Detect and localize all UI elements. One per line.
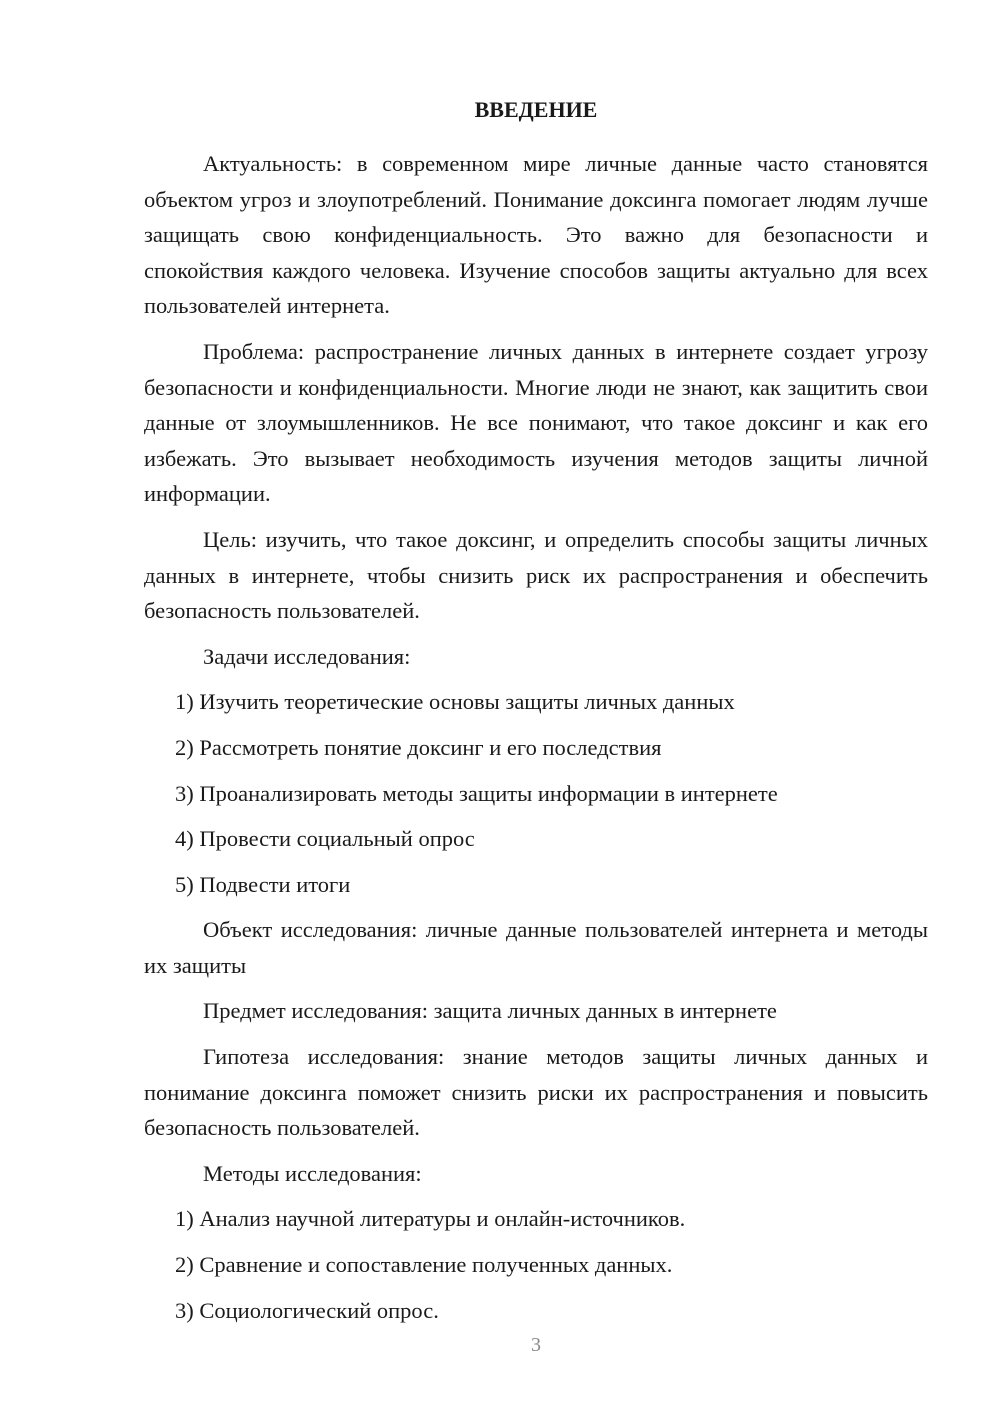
- task-item-5: 5) Подвести итоги: [175, 871, 351, 897]
- tasks-heading: Задачи исследования:: [203, 643, 411, 669]
- document-page: [144, 96, 928, 1338]
- goal-paragraph: Цель: изучить, что такое доксинг, и определить способы защиты личных данных в интернете, чтобы снизить риск их распространения и обеспечить безопасность пользователей.: [144, 526, 928, 624]
- task-item-3: 3) Проанализировать методы защиты информации в интернете: [175, 780, 778, 806]
- hypothesis-paragraph: Гипотеза исследования: знание методов защиты личных данных и понимание доксинга поможет снизить риски их распространения и повысить безопасность пользователей.: [144, 1044, 928, 1141]
- relevance-paragraph: Актуальность: в современном мире личные данные часто становятся объектом угроз и злоупотреблений. Понимание доксинга помогает людям лучше защищать свою конфиденциальность. Это важно для безопасности и спокойствия каждого человека. Изучение способов защиты актуально для всех пользователей интернета.: [144, 151, 928, 319]
- problem-paragraph: Проблема: распространение личных данных в интернете создает угрозу безопасности и конфиденциальности. Многие люди не знают, как защитить свои данные от злоумышленников. Не все понимают, что такое доксинг и как его избежать. Это вызывает необходимость изучения методов защиты личной информации.: [144, 338, 928, 507]
- method-item-2: 2) Сравнение и сопоставление полученных данных.: [175, 1252, 673, 1278]
- object-paragraph: Объект исследования: личные данные пользователей интернета и методы их защиты: [144, 917, 928, 978]
- task-item-1: 1) Изучить теоретические основы защиты личных данных: [175, 689, 735, 715]
- task-item-4: 4) Провести социальный опрос: [175, 826, 475, 852]
- task-item-2: 2) Рассмотреть понятие доксинг и его последствия: [175, 734, 662, 760]
- method-item-1: 1) Анализ научной литературы и онлайн-источников.: [175, 1206, 686, 1232]
- methods-heading: Методы исследования:: [203, 1160, 422, 1186]
- page-title: ВВЕДЕНИЕ: [474, 97, 598, 122]
- page-number: 3: [531, 1334, 541, 1356]
- method-item-3: 3) Социологический опрос.: [175, 1297, 439, 1323]
- subject-line: Предмет исследования: защита личных данных в интернете: [203, 998, 777, 1024]
